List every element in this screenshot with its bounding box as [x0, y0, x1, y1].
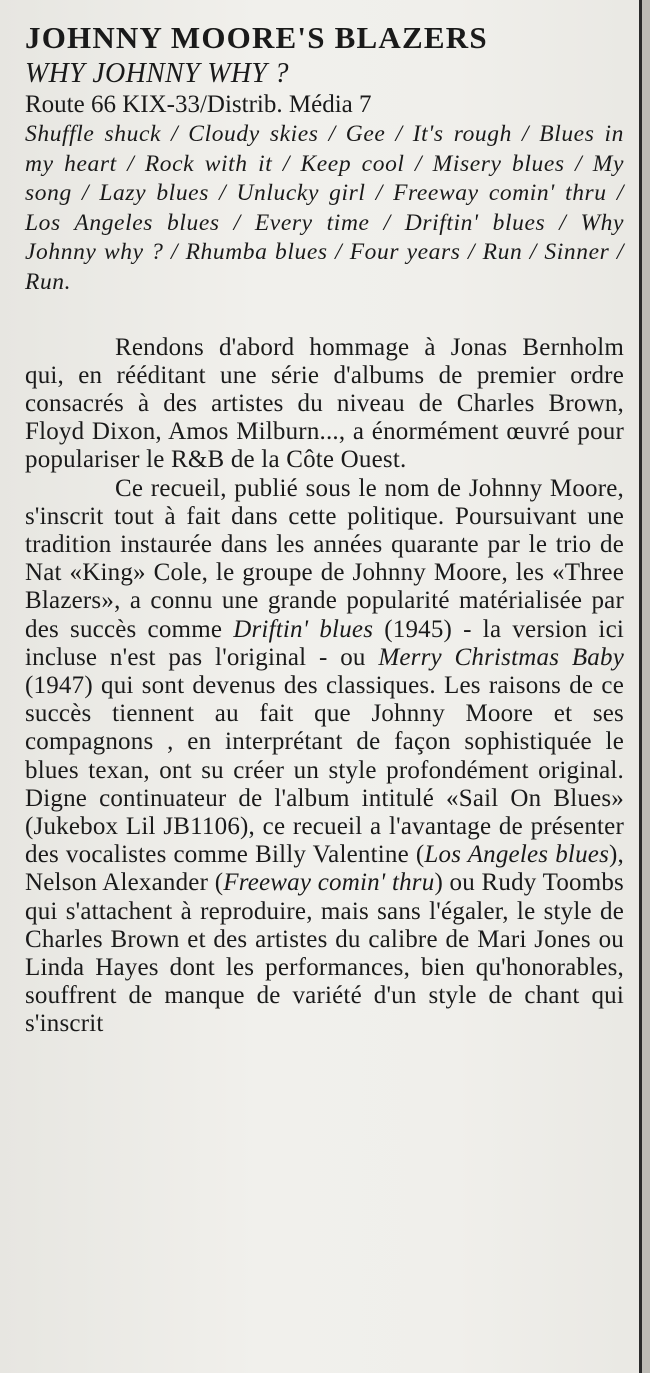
- song-title-merry-christmas-baby: Merry Christmas Baby: [378, 643, 625, 671]
- song-title-freeway-comin-thru: Freeway comin' thru: [223, 869, 435, 897]
- paragraph-2-text: ), Nelson Alexander (: [25, 841, 624, 897]
- paragraph-2-text: Ce recueil, publié sous le nom de Johnny Moore, s'inscrit tout à fait dans cette politique. Poursuivant une tradition instaurée dans les années quarante par le trio de Nat «King» Cole, le groupe de Johnny Moore, les «Three Blazers», a connu une grande popularité matérialisée par des succès comme: [25, 474, 624, 643]
- page-edge: [642, 0, 650, 1373]
- paragraph-2-text: (1945) - la version ici incluse n'est pas l'original - ou: [25, 615, 625, 671]
- label-catalog: Route 66 KIX-33/Distrib. Média 7: [25, 91, 372, 118]
- tracklist: Shuffle shuck / Cloudy skies / Gee / It's rough / Blues in my heart / Rock with it / Keep cool / Misery blues / My song / Lazy blues / Unlucky girl / Freeway comin' thru / Los Angeles blues / Every time / Driftin' blues / Why Johnny why ? / Rhumba blues / Four years / Run / Sinner / Run.: [25, 121, 624, 295]
- paragraph-2-text: (1947) qui sont devenus des classiques. Les raisons de ce succès tiennent au fait que Johnny Moore et ses compagnons , en interprétant de façon sophistiquée le blues texan, ont su créer un style profondément original. Digne continuateur de l'album intitulé «Sail On Blues» (Jukebox Lil JB1106), ce recueil a l'avantage de présenter des vocalistes comme Billy Valentine (: [25, 672, 624, 869]
- album-title: WHY JOHNNY WHY ?: [25, 58, 289, 89]
- artist-heading: JOHNNY MOORE'S BLAZERS: [25, 20, 488, 55]
- paragraph-2-text: ) ou Rudy Toombs qui s'attachent à reproduire, mais sans l'égaler, le style de Charles Brown et des artistes du calibre de Mari Jones ou Linda Hayes dont les performances, bien qu'honorables, souffrent de manque de variété d'un style de chant qui s'inscrit: [25, 869, 624, 1038]
- paragraph-1: Rendons d'abord hommage à Jonas Bernholm qui, en rééditant une série d'albums de premier ordre consacrés à des artistes du niveau de Charles Brown, Floyd Dixon, Amos Milburn..., a énormément œuvré pour populariser le R&B de la Côte Ouest.: [25, 333, 624, 474]
- song-title-driftin-blues: Driftin' blues: [233, 615, 374, 643]
- song-title-los-angeles-blues: Los Angeles blues: [424, 841, 610, 869]
- paragraph-2: [25, 475, 624, 1039]
- review-body: [25, 334, 624, 1039]
